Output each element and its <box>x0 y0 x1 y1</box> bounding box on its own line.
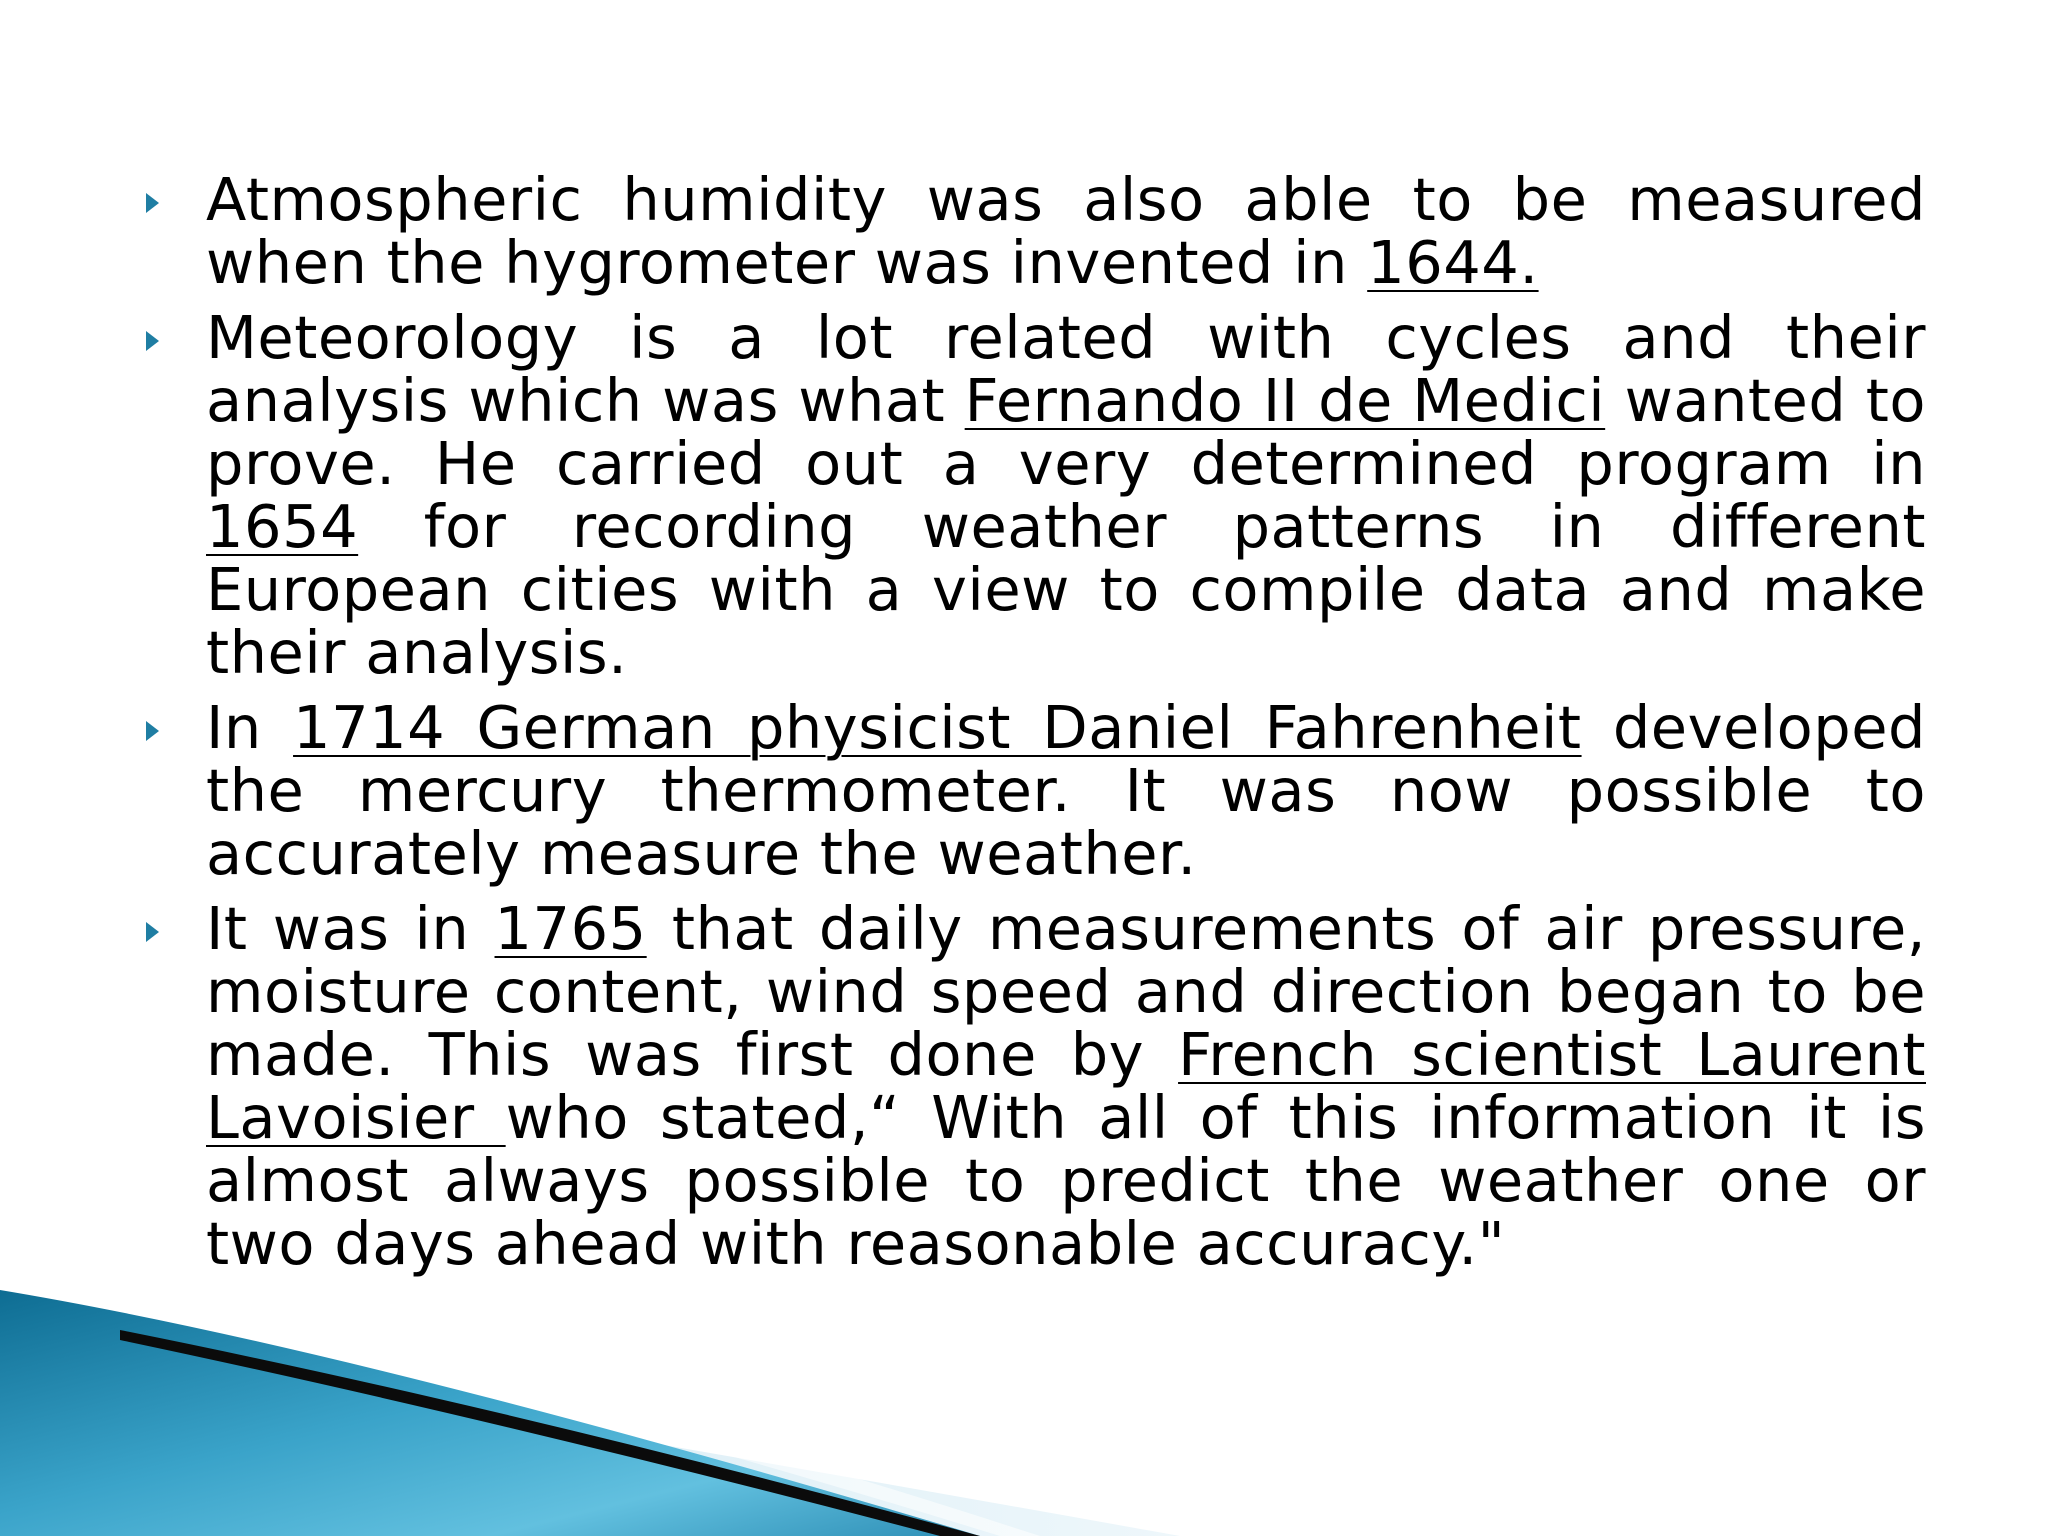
text-segment: wanted to prove. He carried out a very determined program in <box>206 366 1926 498</box>
underlined-segment: 1644. <box>1367 228 1539 297</box>
text-segment: Atmospheric humidity was also able to be measured when the hygrometer was invented in <box>206 165 1926 297</box>
bullet-item <box>146 303 1926 687</box>
underlined-segment: 1714 German physicist Daniel Fahrenheit <box>293 693 1582 762</box>
text-segment: who stated,“ With all of this information it is almost always possible to predict the weather one or two days ahead with reasonable accuracy." <box>206 1083 1927 1278</box>
bullet-text <box>206 894 1926 1278</box>
underlined-segment: 1765 <box>494 894 647 963</box>
triangle-right-icon <box>146 331 159 351</box>
text-segment: for recording weather patterns in different European cities with a view to compile data and make their analysis. <box>206 492 1926 687</box>
bullet-item <box>146 894 1927 1278</box>
bullet-item <box>146 165 1926 297</box>
text-segment: that daily measurements of air pressure, moisture content, wind speed and direction began to be made. This was first done by <box>206 894 1926 1089</box>
bullet-item <box>146 693 1926 888</box>
bullet-text <box>206 303 1926 687</box>
underlined-segment: 1654 <box>206 492 359 561</box>
text-segment: Meteorology is a lot related with cycles and their analysis which was what <box>206 303 1926 435</box>
text-segment: It was in <box>206 894 495 963</box>
bullet-text <box>206 693 1926 888</box>
triangle-right-icon <box>146 193 159 213</box>
triangle-right-icon <box>146 922 159 942</box>
underlined-segment: Fernando II de Medici <box>964 366 1606 435</box>
bullet-list <box>146 165 1927 1287</box>
triangle-right-icon <box>146 721 159 741</box>
bullet-text <box>206 165 1926 297</box>
underlined-segment: French scientist Laurent Lavoisier <box>206 1020 1926 1152</box>
text-segment: In <box>206 693 294 762</box>
text-segment: developed the mercury thermometer. It was now possible to accurately measure the weather. <box>206 693 1926 888</box>
